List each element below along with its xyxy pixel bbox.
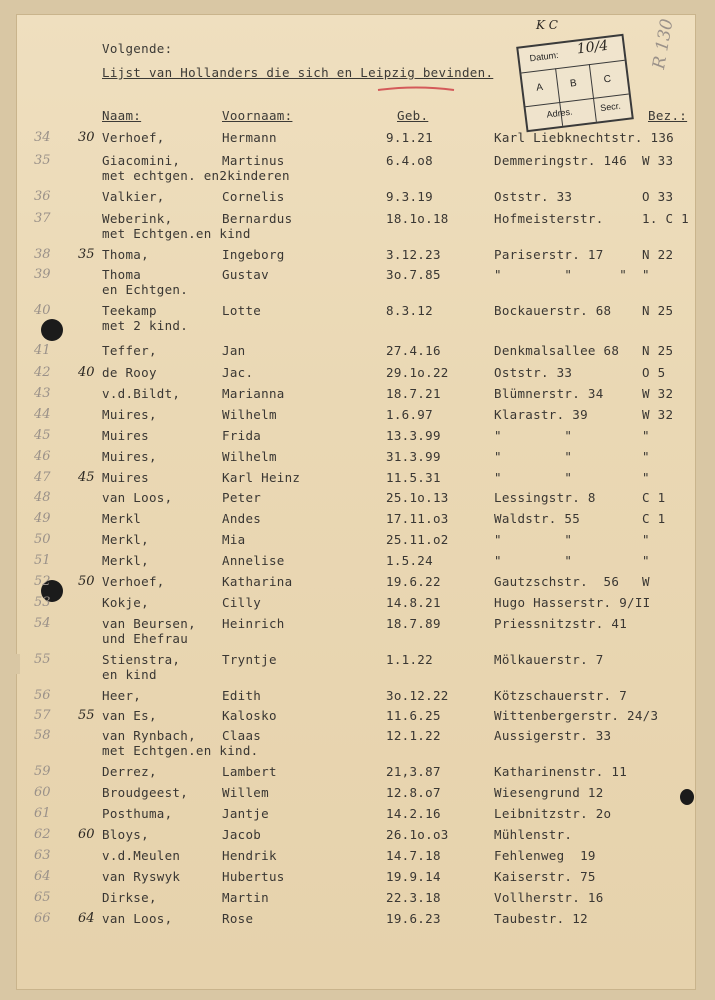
row-ink-number: 64 <box>78 911 95 926</box>
row-voornaam: Katharina <box>222 574 293 589</box>
row-pencil-number: 36 <box>34 189 51 204</box>
row-pencil-number: 34 <box>34 130 51 145</box>
row-bez: W 33 <box>642 153 674 168</box>
punch-hole-top <box>41 319 63 341</box>
row-voornaam: Hermann <box>222 130 277 145</box>
row-bez: N 25 <box>642 343 674 358</box>
row-geb: 25.1o.13 <box>386 490 449 505</box>
row-adres: Priessnitzstr. 41 <box>494 616 628 631</box>
stamp-datum-label: Datum: <box>529 49 560 64</box>
row-pencil-number: 58 <box>34 728 51 743</box>
row-geb: 12.1.22 <box>386 728 441 743</box>
row-naam: Derrez, <box>102 764 157 779</box>
row-voornaam: Jac. <box>222 365 254 380</box>
row-bez: O 33 <box>642 189 674 204</box>
row-naam: Teffer, <box>102 343 157 358</box>
stamp-adres-label: Adres. <box>546 106 574 120</box>
row-naam: Muires <box>102 428 149 443</box>
row-bez: " <box>642 449 650 464</box>
row-geb: 11.5.31 <box>386 470 441 485</box>
row-geb: 13.3.99 <box>386 428 441 443</box>
document-title: Lijst van Hollanders die sich en Leipzig bevinden. <box>102 65 494 80</box>
row-geb: 1.6.97 <box>386 407 433 422</box>
corner-pencil-note: R 130 <box>649 17 678 71</box>
row-ink-number: 55 <box>78 708 95 723</box>
row-naam: van Loos, <box>102 490 173 505</box>
row-naam-note: met 2 kind. <box>102 318 189 333</box>
row-naam-note: met echtgen. en2kinderen <box>102 168 290 183</box>
row-geb: 3o.7.85 <box>386 267 441 282</box>
row-naam: Bloys, <box>102 827 149 842</box>
row-ink-number: 35 <box>78 247 95 262</box>
row-pencil-number: 62 <box>34 827 51 842</box>
row-pencil-number: 46 <box>34 449 51 464</box>
row-pencil-number: 53 <box>34 595 51 610</box>
row-voornaam: Jantje <box>222 806 269 821</box>
row-pencil-number: 38 <box>34 247 51 262</box>
row-naam: Dirkse, <box>102 890 157 905</box>
row-naam: Valkier, <box>102 189 165 204</box>
row-geb: 14.7.18 <box>386 848 441 863</box>
row-adres: Karl Liebknechtstr. 136 <box>494 130 674 145</box>
row-naam: Verhoef, <box>102 574 165 589</box>
row-adres: Bockauerstr. 68 <box>494 303 612 318</box>
row-naam: Broudgeest, <box>102 785 189 800</box>
row-adres: Pariserstr. 17 <box>494 247 604 262</box>
row-geb: 11.6.25 <box>386 708 441 723</box>
row-naam: Giacomini, <box>102 153 181 168</box>
row-pencil-number: 43 <box>34 386 51 401</box>
row-ink-number: 45 <box>78 470 95 485</box>
row-naam: v.d.Meulen <box>102 848 181 863</box>
row-voornaam: Jan <box>222 343 246 358</box>
row-adres: Wiesengrund 12 <box>494 785 604 800</box>
row-voornaam: Ingeborg <box>222 247 285 262</box>
row-geb: 27.4.16 <box>386 343 441 358</box>
row-pencil-number: 63 <box>34 848 51 863</box>
row-bez: C 1 <box>642 511 666 526</box>
row-pencil-number: 44 <box>34 407 51 422</box>
row-pencil-number: 37 <box>34 211 51 226</box>
row-naam: Stienstra, <box>102 652 181 667</box>
row-bez: N 22 <box>642 247 674 262</box>
row-pencil-number: 54 <box>34 616 51 631</box>
row-naam-note: met Echtgen.en kind. <box>102 743 259 758</box>
row-naam: Muires <box>102 470 149 485</box>
row-bez: " <box>642 267 650 282</box>
row-geb: 12.8.o7 <box>386 785 441 800</box>
row-pencil-number: 65 <box>34 890 51 905</box>
row-voornaam: Peter <box>222 490 262 505</box>
row-naam: v.d.Bildt, <box>102 386 181 401</box>
column-header-voornaam: Voornaam: <box>222 108 293 123</box>
row-adres: Waldstr. 55 <box>494 511 581 526</box>
row-geb: 19.6.23 <box>386 911 441 926</box>
row-pencil-number: 45 <box>34 428 51 443</box>
row-naam: Thoma <box>102 267 142 282</box>
stamp-secr-label: Secr. <box>599 100 622 114</box>
row-voornaam: Martinus <box>222 153 285 168</box>
row-geb: 9.3.19 <box>386 189 433 204</box>
row-pencil-number: 39 <box>34 267 51 282</box>
row-ink-number: 40 <box>78 365 95 380</box>
row-voornaam: Edith <box>222 688 262 703</box>
row-adres: Kaiserstr. 75 <box>494 869 596 884</box>
row-adres: Mühlenstr. <box>494 827 573 842</box>
row-ink-number: 30 <box>78 130 95 145</box>
row-bez: " <box>642 553 650 568</box>
row-adres: " " <box>494 532 573 547</box>
row-adres: Lessingstr. 8 <box>494 490 596 505</box>
row-pencil-number: 60 <box>34 785 51 800</box>
row-geb: 3.12.23 <box>386 247 441 262</box>
intro-text: Volgende: <box>102 41 173 56</box>
row-geb: 22.3.18 <box>386 890 441 905</box>
row-geb: 21,3.87 <box>386 764 441 779</box>
row-naam: Merkl, <box>102 553 149 568</box>
row-pencil-number: 40 <box>34 303 51 318</box>
row-adres: Klarastr. 39 <box>494 407 588 422</box>
row-voornaam: Frida <box>222 428 262 443</box>
row-naam: Heer, <box>102 688 142 703</box>
row-voornaam: Hendrik <box>222 848 277 863</box>
row-geb: 8.3.12 <box>386 303 433 318</box>
row-naam: de Rooy <box>102 365 157 380</box>
row-naam: van Rynbach, <box>102 728 196 743</box>
column-header-bez: Bez.: <box>648 108 688 123</box>
row-pencil-number: 42 <box>34 365 51 380</box>
row-geb: 18.7.89 <box>386 616 441 631</box>
row-adres: Mölkauerstr. 7 <box>494 652 604 667</box>
column-header-geb: Geb. <box>397 108 429 123</box>
row-geb: 9.1.21 <box>386 130 433 145</box>
row-pencil-number: 57 <box>34 708 51 723</box>
row-geb: 18.1o.18 <box>386 211 449 226</box>
row-geb: 1.1.22 <box>386 652 433 667</box>
row-voornaam: Kalosko <box>222 708 277 723</box>
row-bez: O 5 <box>642 365 666 380</box>
stamp-cell-c: C <box>603 73 612 86</box>
row-adres: Denkmalsallee 68 <box>494 343 620 358</box>
row-adres: Fehlenweg 19 <box>494 848 596 863</box>
row-adres: Vollherstr. 16 <box>494 890 604 905</box>
row-adres: Kötzschauerstr. 7 <box>494 688 628 703</box>
row-adres: " " " <box>494 267 628 282</box>
row-naam: Merkl <box>102 511 142 526</box>
stamp-handwritten-initials: K C <box>536 18 558 32</box>
row-geb: 18.7.21 <box>386 386 441 401</box>
row-adres: " " <box>494 428 573 443</box>
row-pencil-number: 50 <box>34 532 51 547</box>
row-geb: 3o.12.22 <box>386 688 449 703</box>
row-voornaam: Karl Heinz <box>222 470 301 485</box>
row-voornaam: Marianna <box>222 386 285 401</box>
row-voornaam: Cilly <box>222 595 262 610</box>
row-voornaam: Willem <box>222 785 269 800</box>
row-voornaam: Lotte <box>222 303 262 318</box>
row-adres: Leibnitzstr. 2o <box>494 806 612 821</box>
row-pencil-number: 52 <box>34 574 51 589</box>
row-naam: Muires, <box>102 449 157 464</box>
row-adres: Demmeringstr. 146 <box>494 153 628 168</box>
red-pencil-mark <box>376 84 456 94</box>
row-adres: Blümnerstr. 34 <box>494 386 604 401</box>
row-naam: Verhoef, <box>102 130 165 145</box>
row-adres: " " <box>494 553 573 568</box>
row-voornaam: Bernardus <box>222 211 293 226</box>
row-pencil-number: 66 <box>34 911 51 926</box>
row-bez: W <box>642 574 650 589</box>
row-naam: Thoma, <box>102 247 149 262</box>
row-bez: " <box>642 428 650 443</box>
column-header-naam: Naam: <box>102 108 142 123</box>
row-bez: " <box>642 470 650 485</box>
row-voornaam: Hubertus <box>222 869 285 884</box>
stamp-cell-b: B <box>569 77 578 90</box>
row-voornaam: Cornelis <box>222 189 285 204</box>
row-geb: 31.3.99 <box>386 449 441 464</box>
row-adres: " " <box>494 470 573 485</box>
row-pencil-number: 41 <box>34 343 51 358</box>
row-ink-number: 60 <box>78 827 95 842</box>
row-naam: Teekamp <box>102 303 157 318</box>
row-adres: Gautzschstr. 56 <box>494 574 620 589</box>
paper-tear <box>14 654 20 674</box>
row-adres: Wittenbergerstr. 24/3 <box>494 708 659 723</box>
row-naam-note: met Echtgen.en kind <box>102 226 251 241</box>
stamp-divider <box>589 64 597 122</box>
row-adres: Hugo Hasserstr. 9/II <box>494 595 651 610</box>
row-pencil-number: 55 <box>34 652 51 667</box>
row-adres: Aussigerstr. 33 <box>494 728 612 743</box>
row-naam: Weberink, <box>102 211 173 226</box>
row-bez: W 32 <box>642 407 674 422</box>
row-naam: Kokje, <box>102 595 149 610</box>
row-adres: Hofmeisterstr. <box>494 211 604 226</box>
row-geb: 17.11.o3 <box>386 511 449 526</box>
row-adres: " " <box>494 449 573 464</box>
row-naam-note: en kind <box>102 667 157 682</box>
row-pencil-number: 48 <box>34 490 51 505</box>
row-geb: 25.11.o2 <box>386 532 449 547</box>
row-voornaam: Heinrich <box>222 616 285 631</box>
row-naam: Posthuma, <box>102 806 173 821</box>
row-voornaam: Rose <box>222 911 254 926</box>
row-geb: 6.4.o8 <box>386 153 433 168</box>
row-bez: " <box>642 532 650 547</box>
row-pencil-number: 64 <box>34 869 51 884</box>
row-voornaam: Tryntje <box>222 652 277 667</box>
row-geb: 14.8.21 <box>386 595 441 610</box>
row-naam: Merkl, <box>102 532 149 547</box>
document-page <box>16 14 696 990</box>
row-geb: 19.6.22 <box>386 574 441 589</box>
row-pencil-number: 49 <box>34 511 51 526</box>
row-voornaam: Gustav <box>222 267 269 282</box>
row-pencil-number: 56 <box>34 688 51 703</box>
row-voornaam: Annelise <box>222 553 285 568</box>
row-ink-number: 50 <box>78 574 95 589</box>
stamp-cell-a: A <box>535 81 544 94</box>
row-naam: van Beursen, <box>102 616 196 631</box>
row-geb: 29.1o.22 <box>386 365 449 380</box>
row-geb: 1.5.24 <box>386 553 433 568</box>
row-naam-note: und Ehefrau <box>102 631 189 646</box>
row-naam-note: en Echtgen. <box>102 282 189 297</box>
row-naam: van Es, <box>102 708 157 723</box>
row-voornaam: Andes <box>222 511 262 526</box>
row-geb: 26.1o.o3 <box>386 827 449 842</box>
row-voornaam: Wilhelm <box>222 407 277 422</box>
row-voornaam: Mia <box>222 532 246 547</box>
row-voornaam: Claas <box>222 728 262 743</box>
row-bez: C 1 <box>642 490 666 505</box>
row-adres: Oststr. 33 <box>494 189 573 204</box>
row-bez: 1. C 1 <box>642 211 689 226</box>
row-voornaam: Martin <box>222 890 269 905</box>
row-geb: 14.2.16 <box>386 806 441 821</box>
row-naam: van Loos, <box>102 911 173 926</box>
row-voornaam: Wilhelm <box>222 449 277 464</box>
stamp-datum-value: 10/4 <box>575 37 610 58</box>
row-pencil-number: 61 <box>34 806 51 821</box>
row-pencil-number: 47 <box>34 470 51 485</box>
row-adres: Oststr. 33 <box>494 365 573 380</box>
row-pencil-number: 59 <box>34 764 51 779</box>
row-bez: N 25 <box>642 303 674 318</box>
row-naam: van Ryswyk <box>102 869 181 884</box>
row-pencil-number: 35 <box>34 153 51 168</box>
row-naam: Muires, <box>102 407 157 422</box>
row-bez: W 32 <box>642 386 674 401</box>
registration-stamp <box>516 34 634 133</box>
row-geb: 19.9.14 <box>386 869 441 884</box>
edge-damage-mark <box>680 789 694 805</box>
row-adres: Taubestr. 12 <box>494 911 588 926</box>
row-voornaam: Lambert <box>222 764 277 779</box>
row-pencil-number: 51 <box>34 553 51 568</box>
row-adres: Katharinenstr. 11 <box>494 764 628 779</box>
row-voornaam: Jacob <box>222 827 262 842</box>
